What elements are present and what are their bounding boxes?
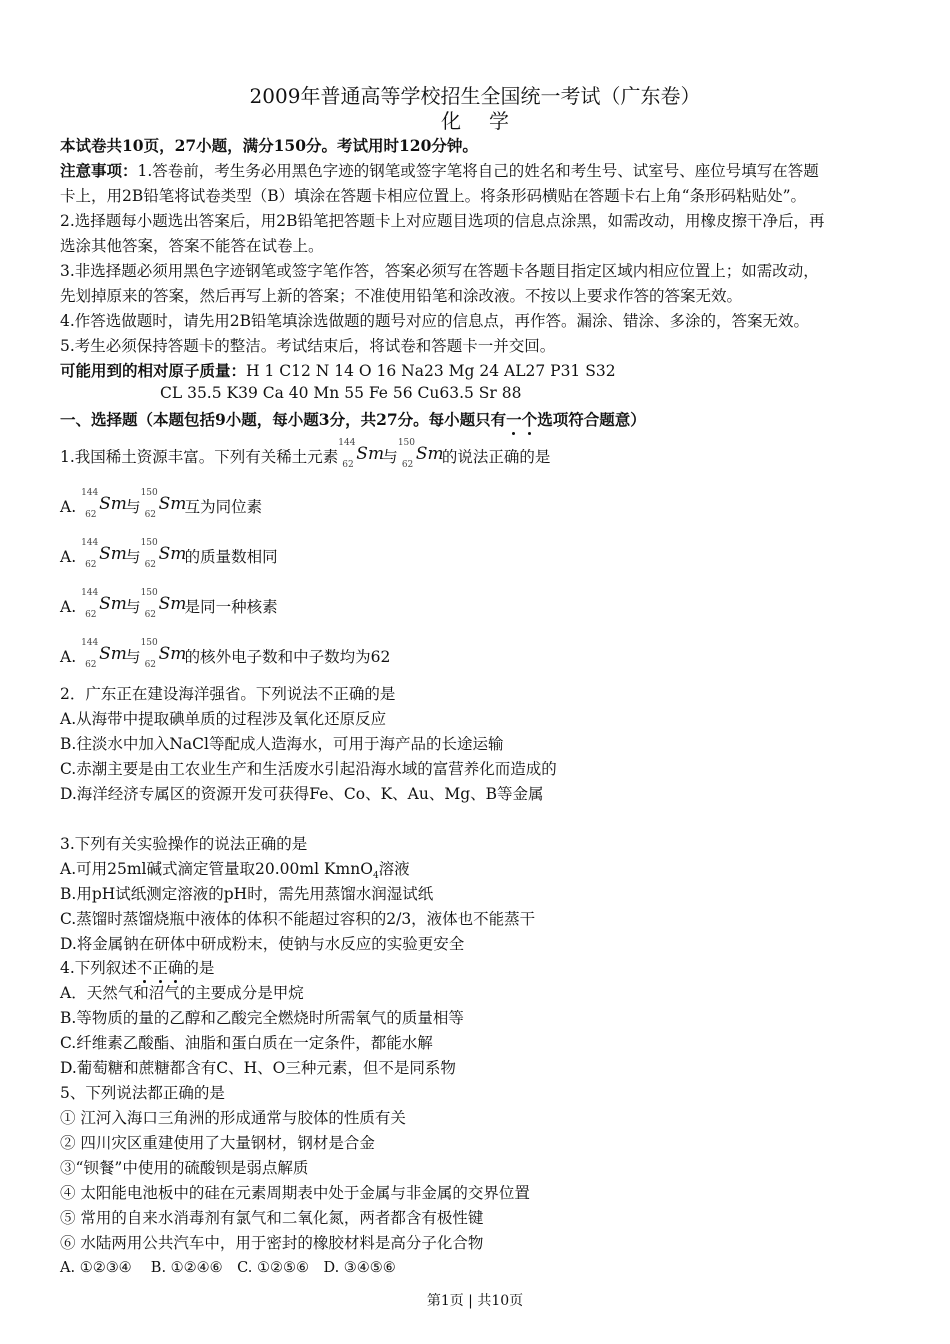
atomic-mass-values-2: CL 35.5 K39 Ca 40 Mn 55 Fe 56 Cu63.5 Sr 88 (160, 384, 522, 402)
element-symbol: Sm (158, 594, 187, 614)
q5-item: ③“钡餐”中使用的硫酸钡是弱点解质 (60, 1159, 309, 1177)
option-label: A. (60, 498, 77, 516)
mass-number: 144 (338, 438, 356, 448)
notice-1a (60, 159, 819, 181)
joiner: 与 (125, 648, 141, 666)
atomic-number: 62 (144, 560, 157, 570)
notice-2b: 选涂其他答案，答案不能答在试卷上。 (60, 237, 324, 255)
q4-stem-b: 的是 (183, 959, 215, 977)
notice-5: 5.考生必须保持答题卡的整洁。考试结束后，将试卷和答题卡一并交回。 (60, 337, 556, 355)
q2-option-a: A.从海带中提取碘单质的过程涉及氧化还原反应 (60, 710, 387, 728)
q2-option-c: C.赤潮主要是由工农业生产和生活废水引起沿海水域的富营养化而造成的 (60, 760, 557, 778)
q4-stem-a: 4.下列叙述 (60, 959, 137, 977)
element-symbol: Sm (356, 444, 385, 464)
q4-option-d: D.葡萄糖和蔗糖都含有C、H、O三种元素，但不是同系物 (60, 1059, 456, 1077)
isotope-sm150 (141, 590, 185, 620)
isotope-sm150 (141, 490, 185, 520)
emphasis-char: 个 (521, 410, 538, 429)
atomic-number: 62 (342, 460, 354, 470)
emphasis-char: 不 (137, 956, 153, 978)
option-text: 是同一种核素 (184, 598, 278, 616)
mass-number: 150 (140, 488, 158, 498)
atomic-mass-line-1 (60, 359, 616, 381)
notice-2a: 2.选择题每小题选出答案后，用2B铅笔把答题卡上对应题目选项的信息点涂黑，如需改动，用橡皮擦干净后，再 (60, 212, 825, 230)
q4-option-a: A．天然气和沼气的主要成分是甲烷 (60, 984, 304, 1002)
subject-title: 化学 (441, 109, 537, 133)
emphasis-char: 确 (168, 956, 184, 978)
notice-1a-text: 1.答卷前，考生务必用黑色字迹的钢笔或签字笔将自己的姓名和考生号、试室号、座位号填写在答题 (137, 162, 819, 180)
q1-option-b (60, 540, 278, 570)
joiner: 与 (125, 498, 141, 516)
mass-number: 150 (140, 638, 158, 648)
option-text: 互为同位素 (184, 498, 263, 516)
q3-option-a-tail: 溶液 (378, 860, 410, 878)
notice-3b: 先划掉原来的答案，然后再写上新的答案；不准使用铅笔和涂改液。不按以上要求作答的答案无效。 (60, 287, 743, 305)
q5-item: ⑥ 水陆两用公共汽车中，用于密封的橡胶材料是高分子化合物 (60, 1234, 484, 1252)
option-text: 的核外电子数和中子数均为62 (184, 648, 391, 666)
isotope-sm150 (398, 440, 442, 470)
option-text: 的质量数相同 (184, 548, 278, 566)
q2-option-b: B.往淡水中加入NaCl等配成人造海水，可用于海产品的长途运输 (60, 735, 504, 753)
element-symbol: Sm (99, 594, 127, 614)
mass-number: 144 (81, 538, 99, 548)
atomic-number: 62 (144, 610, 157, 620)
q5-item: ② 四川灾区重建使用了大量钢材，钢材是合金 (60, 1134, 375, 1152)
q4-stem (60, 956, 214, 978)
isotope-sm150 (141, 640, 185, 670)
atomic-number: 62 (85, 660, 97, 670)
emphasis-char: 正 (152, 956, 168, 978)
element-symbol: Sm (99, 494, 127, 514)
isotope-sm144 (338, 438, 385, 470)
option-label: A. (60, 598, 77, 616)
mass-number: 150 (140, 588, 158, 598)
notice-3a: 3.非选择题必须用黑色字迹钢笔或签字笔作答，答案必须写在答题卡各题目指定区域内相应位置上；如需改动， (60, 262, 819, 280)
q1-option-d (60, 640, 390, 670)
atomic-number: 62 (144, 510, 157, 520)
page-footer: 第1页 | 共10页 (426, 1293, 524, 1309)
joiner: 与 (125, 598, 141, 616)
exam-title: 2009年普通高等学校招生全国统一考试（广东卷） (249, 84, 701, 108)
q5-choices: A. ①②③④ B. ①②④⑥ C. ①②⑤⑥ D. ③④⑤⑥ (60, 1260, 396, 1276)
q4-option-b: B.等物质的量的乙醇和乙酸完全燃烧时所需氧气的质量相等 (60, 1009, 464, 1027)
joiner: 与 (382, 448, 398, 466)
q3-stem: 3.下列有关实验操作的说法正确的是 (60, 835, 308, 853)
element-symbol: Sm (158, 544, 187, 564)
q4-option-c: C.纤维素乙酸酯、油脂和蛋白质在一定条件，都能水解 (60, 1034, 433, 1052)
section1-heading (60, 408, 646, 430)
subscript: 4 (372, 871, 379, 882)
emphasis-char: 一 (506, 410, 522, 429)
q1-stem-a: 1.我国稀土资源丰富。下列有关稀土元素 (60, 448, 339, 466)
isotope-sm150 (141, 540, 185, 570)
mass-number: 150 (140, 538, 158, 548)
mass-number: 150 (397, 438, 415, 448)
mass-number: 144 (81, 588, 99, 598)
q5-item: ① 江河入海口三角洲的形成通常与胶体的性质有关 (60, 1109, 406, 1127)
notice-1b: 卡上，用2B铅笔将试卷类型（B）填涂在答题卡相应位置上。将条形码横贴在答题卡右上角“条形码粘贴处”。 (60, 187, 806, 205)
atomic-mass-label: 可能用到的相对原子质量： (60, 361, 247, 380)
isotope-sm144 (81, 640, 125, 670)
element-symbol: Sm (158, 494, 187, 514)
element-symbol: Sm (99, 644, 127, 664)
isotope-sm144 (81, 590, 125, 620)
option-label: A. (60, 648, 77, 666)
q3-option-a-text: A.可用25ml碱式滴定管量取20.00ml KmnO (60, 860, 373, 878)
q1-stem (60, 440, 550, 470)
atomic-mass-values-1: H 1 C12 N 14 O 16 Na23 Mg 24 AL27 P31 S32 (246, 362, 616, 380)
q3-option-d: D.将金属钠在研体中研成粉末，使钠与水反应的实验更安全 (60, 935, 465, 953)
q5-item: ⑤ 常用的自来水消毒剂有氯气和二氧化氮，两者都含有极性键 (60, 1209, 484, 1227)
isotope-sm144 (81, 490, 125, 520)
atomic-number: 62 (144, 660, 157, 670)
mass-number: 144 (81, 638, 99, 648)
atomic-number: 62 (85, 560, 97, 570)
joiner: 与 (125, 548, 141, 566)
section1-heading-a: 一、选择题（本题包括9小题，每小题3分，共27分。每小题只有 (60, 410, 507, 429)
exam-summary: 本试卷共10页，27小题，满分150分。考试用时120分钟。 (60, 136, 478, 155)
q1-option-c (60, 590, 278, 620)
q2-option-d: D.海洋经济专属区的资源开发可获得Fe、Co、K、Au、Mg、B等金属 (60, 785, 544, 803)
element-symbol: Sm (415, 444, 444, 464)
atomic-number: 62 (401, 460, 414, 470)
q3-option-a (60, 857, 410, 881)
isotope-sm144 (81, 540, 125, 570)
atomic-number: 62 (85, 510, 97, 520)
element-symbol: Sm (158, 644, 187, 664)
q3-option-c: C.蒸馏时蒸馏烧瓶中液体的体积不能超过容积的2/3，液体也不能蒸干 (60, 910, 536, 928)
section1-heading-b: 选项符合题意） (537, 410, 646, 429)
q3-option-b: B.用pH试纸测定溶液的pH时，需先用蒸馏水润湿试纸 (60, 885, 434, 903)
q1-stem-b: 的说法正确的是 (441, 448, 551, 466)
q5-item: ④ 太阳能电池板中的硅在元素周期表中处于金属与非金属的交界位置 (60, 1184, 530, 1202)
q5-stem: 5、下列说法都正确的是 (60, 1084, 225, 1102)
q1-option-a (60, 490, 262, 520)
notice-4: 4.作答选做题时，请先用2B铅笔填涂选做题的题号对应的信息点，再作答。漏涂、错涂、多涂的，答案无效。 (60, 312, 810, 330)
option-label: A. (60, 548, 77, 566)
element-symbol: Sm (99, 544, 127, 564)
q2-stem: 2．广东正在建设海洋强省。下列说法不正确的是 (60, 685, 396, 703)
mass-number: 144 (81, 488, 99, 498)
notice-label: 注意事项： (60, 161, 138, 180)
atomic-number: 62 (85, 610, 97, 620)
